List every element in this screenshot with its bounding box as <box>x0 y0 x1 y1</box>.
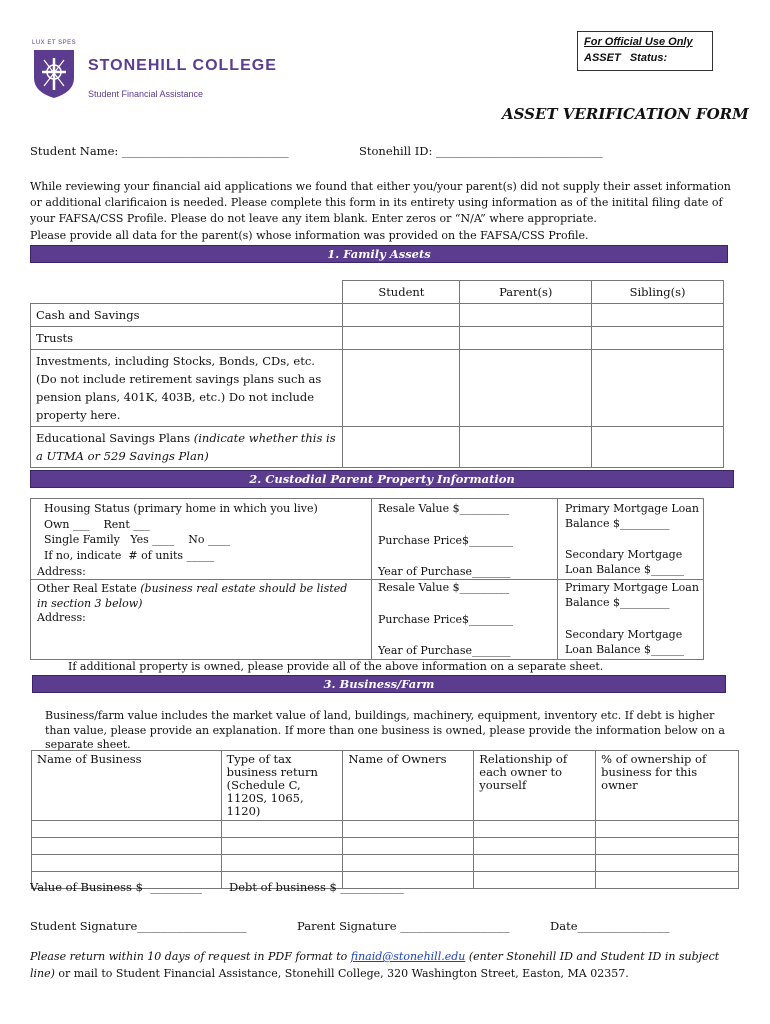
secondary-balance-2[interactable]: Loan Balance $______ <box>565 643 685 656</box>
col-business-name: Name of Business <box>32 751 222 821</box>
row-cash-savings: Cash and Savings <box>31 304 343 327</box>
logo-department: Student Financial Assistance <box>88 89 204 99</box>
input-cell[interactable] <box>592 304 724 327</box>
row-education-savings <box>31 427 343 468</box>
col-parents: Parent(s) <box>460 281 592 304</box>
parent-signature-field[interactable]: Parent Signature ___________________ <box>297 919 510 933</box>
input-cell[interactable] <box>460 327 592 350</box>
input-cell[interactable] <box>596 872 739 889</box>
input-cell[interactable] <box>460 304 592 327</box>
other-real-estate-text: Other Real Estate <box>37 582 141 595</box>
business-text-line-1: Business/farm value includes the market value of land, buildings, machinery, equipment, inventory etc. If debt is higher <box>45 709 715 722</box>
home-address-label: Address: <box>37 565 86 578</box>
intro-line-3: your FAFSA/CSS Profile. Please do not leave any item blank. Enter zeros or “N/A” where appropriate. <box>30 212 597 225</box>
official-use-status: ASSET Status: <box>584 52 668 64</box>
intro-line-4: Please provide all data for the parent(s) whose information was provided on the FAFSA/CSS Profile. <box>30 229 589 242</box>
purchase-price-2[interactable]: Purchase Price$________ <box>378 613 514 626</box>
logo-college-name: STONEHILL COLLEGE <box>88 57 277 74</box>
shield-icon <box>32 48 76 100</box>
business-text-line-3: separate sheet. <box>45 738 131 751</box>
row-investments: Investments, including Stocks, Bonds, CDs, etc. (Do not include retirement savings plans such as pension plans, 401K, 403B, etc.) Do not include property here. <box>31 350 343 427</box>
input-cell[interactable] <box>592 427 724 468</box>
student-name-field[interactable]: Student Name: _____________________________ <box>30 144 289 158</box>
resale-value-2[interactable]: Resale Value $_________ <box>378 581 510 594</box>
col-student: Student <box>343 281 460 304</box>
mailing-instructions-italic: line) <box>30 967 55 980</box>
finaid-email-link[interactable]: finaid@stonehill.edu <box>350 950 466 963</box>
housing-status-line-2[interactable]: Own ___ Rent ___ <box>44 518 150 531</box>
family-assets-table <box>30 280 724 468</box>
mailing-instructions <box>30 966 629 981</box>
primary-mortgage-2: Primary Mortgage Loan <box>565 581 699 594</box>
student-signature-field[interactable]: Student Signature___________________ <box>30 919 247 933</box>
input-cell[interactable] <box>474 872 596 889</box>
input-cell[interactable] <box>596 838 739 855</box>
input-cell[interactable] <box>221 838 343 855</box>
col-siblings: Sibling(s) <box>592 281 724 304</box>
intro-line-1: While reviewing your financial aid applications we found that either you/your parent(s) did not supply their asset information <box>30 180 731 193</box>
primary-balance-1[interactable]: Balance $_________ <box>565 517 670 530</box>
additional-property-note: If additional property is owned, please provide all of the above information on a separate sheet. <box>68 660 604 673</box>
education-savings-note: (indicate whether this is a UTMA or 529 Savings Plan) <box>36 431 336 463</box>
stonehill-id-field[interactable]: Stonehill ID: _____________________________ <box>359 144 603 158</box>
input-cell[interactable] <box>343 427 460 468</box>
row-trusts: Trusts <box>31 327 343 350</box>
secondary-mortgage-1: Secondary Mortgage <box>565 548 683 561</box>
primary-balance-2[interactable]: Balance $_________ <box>565 596 670 609</box>
other-address-label: Address: <box>37 611 86 624</box>
date-field[interactable]: Date________________ <box>550 919 670 933</box>
input-cell[interactable] <box>343 304 460 327</box>
input-cell[interactable] <box>343 327 460 350</box>
year-of-purchase-1[interactable]: Year of Purchase_______ <box>378 565 511 578</box>
resale-value-1[interactable]: Resale Value $_________ <box>378 502 510 515</box>
housing-status-line-3[interactable]: Single Family Yes ____ No ____ <box>44 533 231 546</box>
input-cell[interactable] <box>343 838 474 855</box>
table-row[interactable] <box>32 855 222 872</box>
housing-status-line-4[interactable]: If no, indicate # of units _____ <box>44 549 215 562</box>
other-real-estate-label <box>37 581 357 611</box>
input-cell[interactable] <box>592 327 724 350</box>
return-instructions-part-1: Please return within 10 days of request in PDF format to <box>30 950 351 963</box>
col-relationship: Relationship of each owner to yourself <box>474 751 596 821</box>
table-row[interactable] <box>32 821 222 838</box>
official-use-title: For Official Use Only <box>584 36 693 48</box>
input-cell[interactable] <box>596 821 739 838</box>
input-cell[interactable] <box>460 427 592 468</box>
col-owner-names: Name of Owners <box>343 751 474 821</box>
primary-mortgage-1: Primary Mortgage Loan <box>565 502 699 515</box>
return-instructions <box>30 949 719 964</box>
business-table <box>31 750 739 889</box>
input-cell[interactable] <box>221 821 343 838</box>
secondary-mortgage-2: Secondary Mortgage <box>565 628 683 641</box>
return-instructions-part-2: (enter Stonehill ID and Student ID in subject <box>465 950 720 963</box>
input-cell[interactable] <box>474 821 596 838</box>
section-2-header: 2. Custodial Parent Property Information <box>30 470 734 488</box>
col-ownership-percent: % of ownership of business for this owner <box>596 751 739 821</box>
official-use-box <box>577 31 713 71</box>
input-cell[interactable] <box>596 855 739 872</box>
input-cell[interactable] <box>221 855 343 872</box>
secondary-balance-1[interactable]: Loan Balance $______ <box>565 563 685 576</box>
input-cell[interactable] <box>592 350 724 427</box>
year-of-purchase-2[interactable]: Year of Purchase_______ <box>378 644 511 657</box>
housing-status-line-1: Housing Status (primary home in which you live) <box>44 502 318 515</box>
logo-motto: LUX ET SPES <box>32 40 77 46</box>
section-1-header: 1. Family Assets <box>30 245 728 263</box>
business-value-field[interactable]: Value of Business $ _________ <box>30 880 202 894</box>
input-cell[interactable] <box>343 821 474 838</box>
input-cell[interactable] <box>474 855 596 872</box>
section-3-header: 3. Business/Farm <box>32 675 726 693</box>
input-cell[interactable] <box>343 350 460 427</box>
table-row[interactable] <box>32 838 222 855</box>
business-text-line-2: than value, please provide an explanation. If more than one business is owned, please provide the information below on a <box>45 724 725 737</box>
input-cell[interactable] <box>460 350 592 427</box>
intro-line-2: or additional clarificaion is needed. Please complete this form in its entirety using information as of the initital filing date of <box>30 196 723 209</box>
input-cell[interactable] <box>343 855 474 872</box>
education-savings-label: Educational Savings Plans <box>36 431 194 445</box>
other-real-estate-note: (business real estate should be listed in section 3 below) <box>37 582 348 610</box>
form-title: ASSET VERIFICATION FORM <box>502 105 749 123</box>
mailing-address: or mail to Student Financial Assistance, Stonehill College, 320 Washington Street, Easton, MA 02357. <box>54 967 629 980</box>
business-debt-field[interactable]: Debt of business $ ___________ <box>229 880 404 894</box>
purchase-price-1[interactable]: Purchase Price$________ <box>378 534 514 547</box>
col-tax-return-type: Type of tax business return (Schedule C, 1120S, 1065, 1120) <box>221 751 343 821</box>
college-logo <box>30 40 280 104</box>
input-cell[interactable] <box>474 838 596 855</box>
